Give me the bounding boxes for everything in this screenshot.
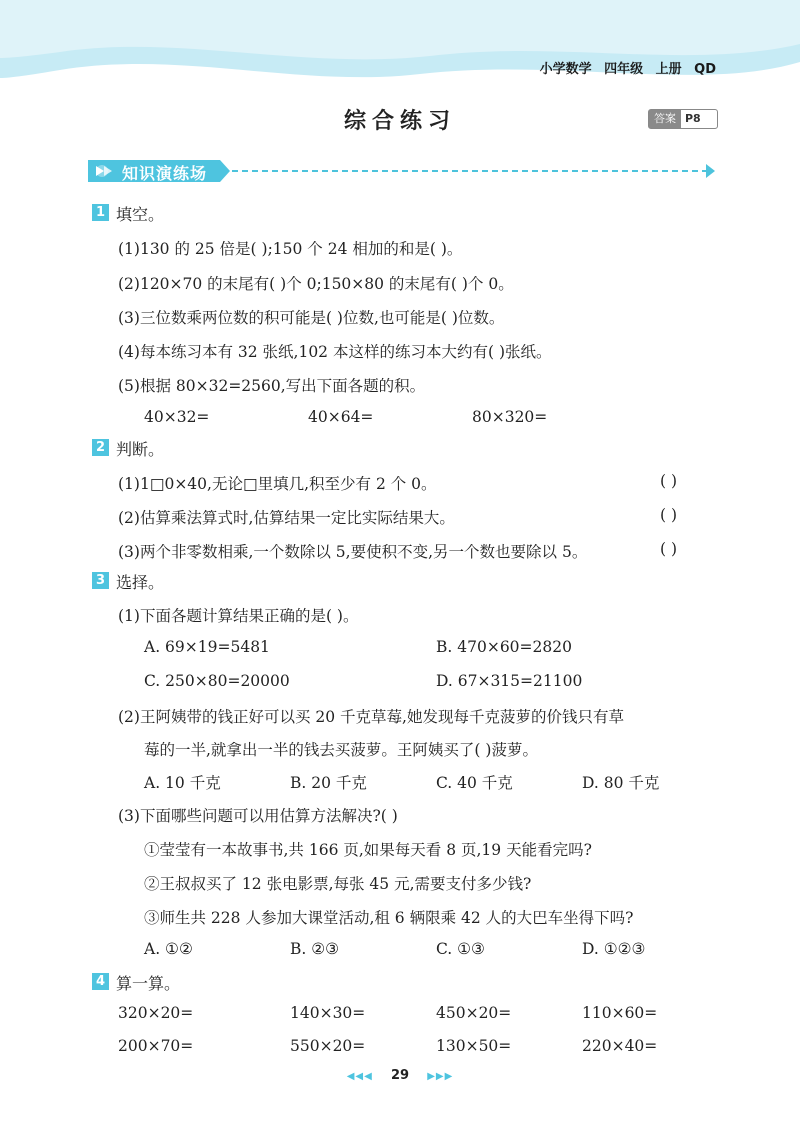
section-banner [88, 160, 230, 182]
answer-paren[interactable]: ( ) [660, 540, 678, 558]
calc-item: 140×30= [290, 1004, 366, 1022]
calc-item: 130×50= [436, 1037, 512, 1055]
fill-item: (2)120×70 的末尾有( )个 0;150×80 的末尾有( )个 0。 [118, 275, 514, 293]
fill-item: (5)根据 80×32=2560,写出下面各题的积。 [118, 377, 426, 395]
fill-item: (3)三位数乘两位数的积可能是( )位数,也可能是( )位数。 [118, 309, 505, 327]
fill-item: (4)每本练习本有 32 张纸,102 本这样的练习本大约有( )张纸。 [118, 343, 552, 361]
calc-item: 320×20= [118, 1004, 194, 1022]
choice-option[interactable]: C. ①③ [436, 940, 485, 958]
choice-option[interactable]: B. 470×60=2820 [436, 638, 572, 656]
banner-dash-line [232, 170, 708, 172]
question-title: 判断。 [116, 440, 165, 459]
question-title: 选择。 [116, 573, 165, 592]
answer-label: 答案 [649, 110, 681, 128]
judge-item: (3)两个非零数相乘,一个数除以 5,要使积不变,另一个数也要除以 5。 [118, 543, 588, 561]
judge-item: (2)估算乘法算式时,估算结果一定比实际结果大。 [118, 509, 455, 527]
choice-option[interactable]: A. ①② [144, 940, 193, 958]
choice-option[interactable]: D. ①②③ [582, 940, 646, 958]
choice-option[interactable]: C. 250×80=20000 [144, 672, 290, 690]
answer-page: P8 [685, 112, 701, 125]
section-banner-label: 知识演练场 [122, 164, 208, 183]
choice-option[interactable]: B. 20 千克 [290, 774, 367, 792]
choice-stem: 莓的一半,就拿出一半的钱去买菠萝。王阿姨买了( )菠萝。 [144, 741, 538, 759]
question-title: 填空。 [116, 205, 165, 224]
choice-option[interactable]: D. 67×315=21100 [436, 672, 583, 690]
page-footer [0, 1068, 800, 1083]
header-info: 小学数学 四年级 上册 QD [539, 62, 716, 77]
page-title: 综合练习 [343, 109, 456, 134]
answer-tag[interactable] [648, 109, 718, 129]
question-title: 算一算。 [116, 974, 181, 993]
judge-item: (1)1□0×40,无论□里填几,积至少有 2 个 0。 [118, 475, 437, 493]
choice-option[interactable]: A. 10 千克 [144, 774, 221, 792]
choice-option[interactable]: B. ②③ [290, 940, 340, 958]
calc-item: 200×70= [118, 1037, 194, 1055]
calc-item: 220×40= [582, 1037, 658, 1055]
choice-option[interactable]: A. 69×19=5481 [144, 638, 270, 656]
calc-item: 40×32= [144, 408, 210, 426]
calc-item: 450×20= [436, 1004, 512, 1022]
question-number: 2 [92, 439, 109, 456]
answer-paren[interactable]: ( ) [660, 472, 678, 490]
choice-option[interactable]: C. 40 千克 [436, 774, 513, 792]
right-arrows-icon: ▶▶▶ [427, 1071, 454, 1082]
choice-option[interactable]: D. 80 千克 [582, 774, 660, 792]
calc-item: 80×320= [472, 408, 548, 426]
answer-paren[interactable]: ( ) [660, 506, 678, 524]
choice-stem: (3)下面哪些问题可以用估算方法解决?( ) [118, 807, 398, 825]
question-number: 3 [92, 572, 109, 589]
calc-item: 40×64= [308, 408, 374, 426]
question-number: 1 [92, 204, 109, 221]
choice-statement: ②王叔叔买了 12 张电影票,每张 45 元,需要支付多少钱? [144, 875, 532, 893]
fill-item: (1)130 的 25 倍是( );150 个 24 相加的和是( )。 [118, 240, 463, 258]
question-number: 4 [92, 973, 109, 990]
left-arrows-icon: ◀◀◀ [346, 1071, 373, 1082]
choice-stem: (1)下面各题计算结果正确的是( )。 [118, 607, 359, 625]
choice-statement: ③师生共 228 人参加大课堂活动,租 6 辆限乘 42 人的大巴车坐得下吗? [144, 909, 634, 927]
banner-arrow-icon [706, 164, 715, 178]
choice-statement: ①莹莹有一本故事书,共 166 页,如果每天看 8 页,19 天能看完吗? [144, 841, 592, 859]
calc-item: 110×60= [582, 1004, 658, 1022]
page-number: 29 [390, 1068, 410, 1083]
calc-item: 550×20= [290, 1037, 366, 1055]
choice-stem: (2)王阿姨带的钱正好可以买 20 千克草莓,她发现每千克菠萝的价钱只有草 [118, 708, 624, 726]
